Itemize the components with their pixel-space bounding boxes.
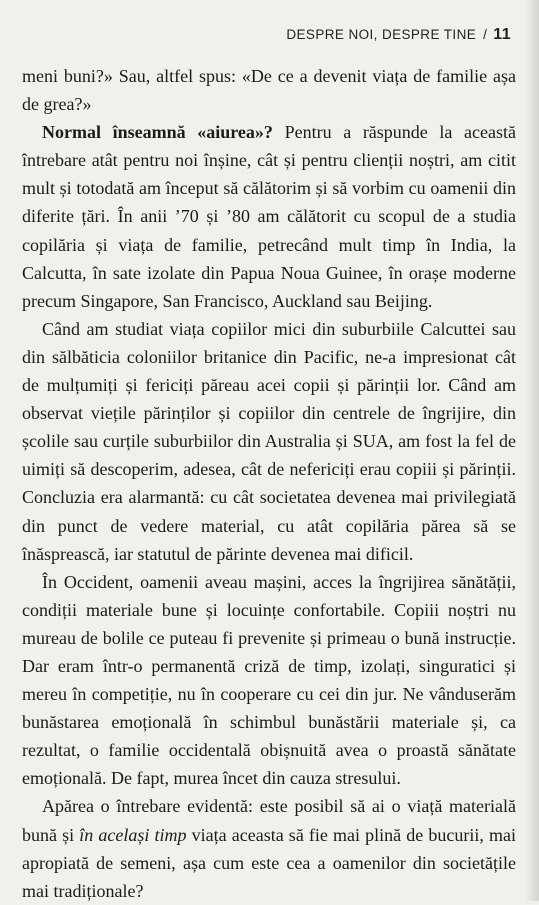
body-text — [22, 62, 516, 905]
running-title: DESPRE NOI, DESPRE TINE — [286, 27, 477, 42]
paragraph-4 — [22, 568, 516, 793]
paragraph-1-text: meni buni?» Sau, altfel spus: «De ce a devenit viața de familie așa de grea?» — [22, 66, 516, 115]
paragraph-5-italic: în același timp — [79, 824, 187, 845]
paragraph-5-text-before: Apărea o întrebare evidentă: este posibil să ai o viață materială bună și — [22, 796, 516, 845]
paragraph-3-text: Când am studiat viața copiilor mici din suburbiile Calcuttei sau din sălbăticia coloniilor britanice din Pacific, ne-a impresionat cât de mulțumiți și fericiți păreau acei copii și părinții lor. Când am observat viețile părinților și copiilor din centrele de îngrijire, din școlile sau curțile suburbiilor din Australia și SUA, am fost la fel de uimiți să descoperim, adesea, cât de nefericiți erau copiii și părinții. Concluzia era alarmantă: cu cât societatea devenea mai privilegiată din punct de vedere material, cu atât copilăria părea să se înăsprească, iar statutul de părinte devenea mai dificil. — [22, 318, 516, 564]
paragraph-1 — [22, 62, 516, 118]
paragraph-2-lead: Normal înseamnă «aiurea»? — [42, 122, 273, 143]
page-number: 11 — [493, 26, 511, 43]
header-separator: / — [483, 27, 488, 42]
running-header — [286, 26, 511, 44]
paragraph-2 — [22, 118, 516, 315]
page-edge-shadow — [525, 0, 539, 901]
paragraph-2-text: Pentru a răspunde la această întrebare atât pentru noi înșine, cât și pentru clienții noștri, am citit mult și totodată am început să călătorim și să vorbim cu oamenii din diferite țări. În anii ’70 și ’80 am călătorit cu scopul de a studia copilăria și viața de familie, petrecând mult timp în India, la Calcutta, în sate izolate din Papua Noua Guinee, în orașe moderne precum Singapore, San Francisco, Auckland sau Beijing. — [22, 122, 517, 311]
paragraph-3 — [22, 315, 516, 568]
paragraph-4-text: În Occident, oamenii aveau mașini, acces la îngrijirea sănătății, condiții materiale bune și locuințe confortabile. Copiii noștri nu mureau de bolile ce puteau fi prevenite și primeau o bună instrucție. Dar eram într-o permanentă criză de timp, izolați, singuratici și mereu în competiție, nu în cooperare cu cei din jur. Ne vânduserăm bunăstarea emoțională în schimbul bunăstării materiale și, ca rezultat, o familie occidentală obișnuită avea o proastă sănătate emoțională. De fapt, murea încet din cauza stresului. — [22, 571, 516, 789]
paragraph-5-text-after: viața aceasta să fie mai plină de bucurii, mai apropiată de semeni, așa cum este cea a oamenilor din societățile mai tradiționale? — [22, 824, 516, 901]
paragraph-5 — [22, 792, 516, 904]
